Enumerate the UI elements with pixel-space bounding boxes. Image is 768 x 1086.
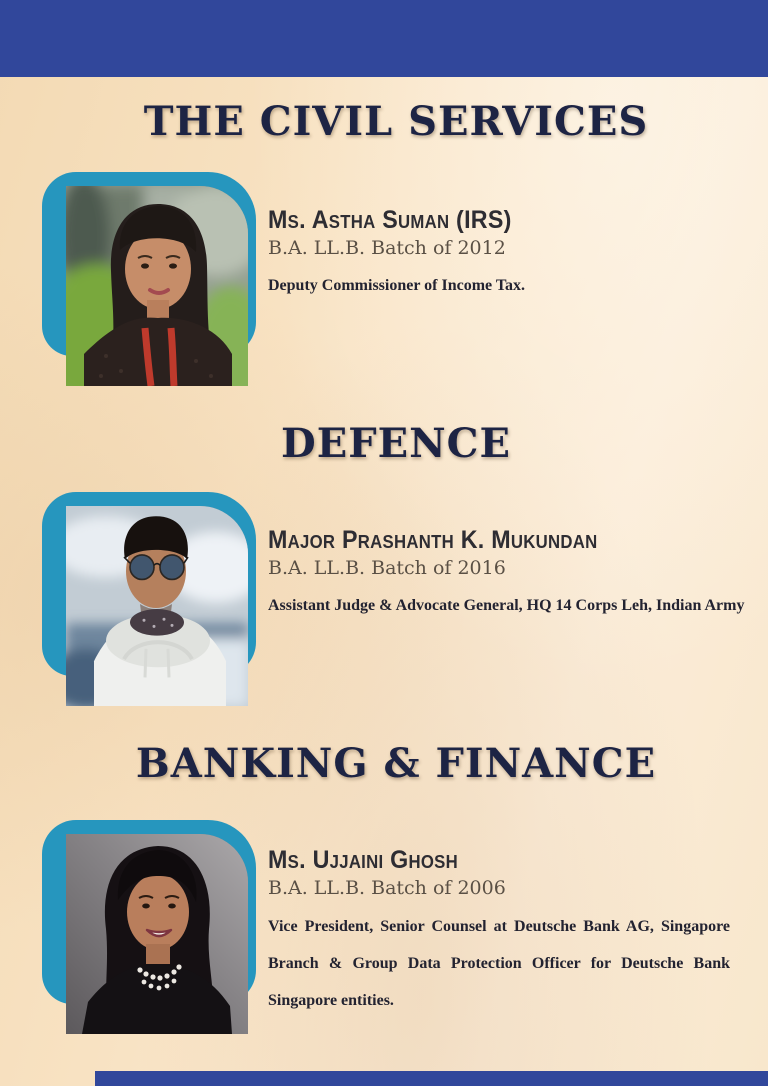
- person-batch: B.A. LL.B. Batch of 2016: [268, 557, 506, 579]
- entry-astha-suman: [268, 206, 748, 297]
- bottom-banner-bar: [95, 1071, 768, 1086]
- portrait-photo-astha-suman: [66, 186, 248, 386]
- person-role: Vice President, Senior Counsel at Deutsche Bank AG, Singapore Branch & Group Data Protection Officer for Deutsche Bank Singapore entities.: [268, 918, 730, 1009]
- entry-prashanth-mukundan: [268, 526, 748, 617]
- section-title-civil-services: THE CIVIL SERVICES: [143, 98, 649, 145]
- photo-frame-prashanth-mukundan: [42, 492, 258, 706]
- person-role: Deputy Commissioner of Income Tax.: [268, 277, 526, 294]
- person-batch: B.A. LL.B. Batch of 2012: [268, 237, 506, 259]
- section-title-banking-finance: BANKING & FINANCE: [135, 740, 657, 787]
- person-role: Assistant Judge & Advocate General, HQ 14 Corps Leh, Indian Army: [268, 597, 745, 614]
- person-name: Major Prashanth K. Mukundan: [268, 526, 598, 554]
- person-batch: B.A. LL.B. Batch of 2006: [268, 877, 506, 899]
- portrait-photo-prashanth-mukundan: [66, 506, 248, 706]
- entry-ujjaini-ghosh: [268, 846, 748, 1019]
- photo-frame-ujjaini-ghosh: [42, 820, 258, 1034]
- top-banner-bar: [0, 0, 768, 77]
- person-name: Ms. Astha Suman (IRS): [268, 206, 512, 234]
- photo-frame-astha-suman: [42, 172, 258, 386]
- portrait-photo-ujjaini-ghosh: [66, 834, 248, 1034]
- person-name: Ms. Ujjaini Ghosh: [268, 846, 458, 874]
- section-title-defence: DEFENCE: [281, 420, 511, 467]
